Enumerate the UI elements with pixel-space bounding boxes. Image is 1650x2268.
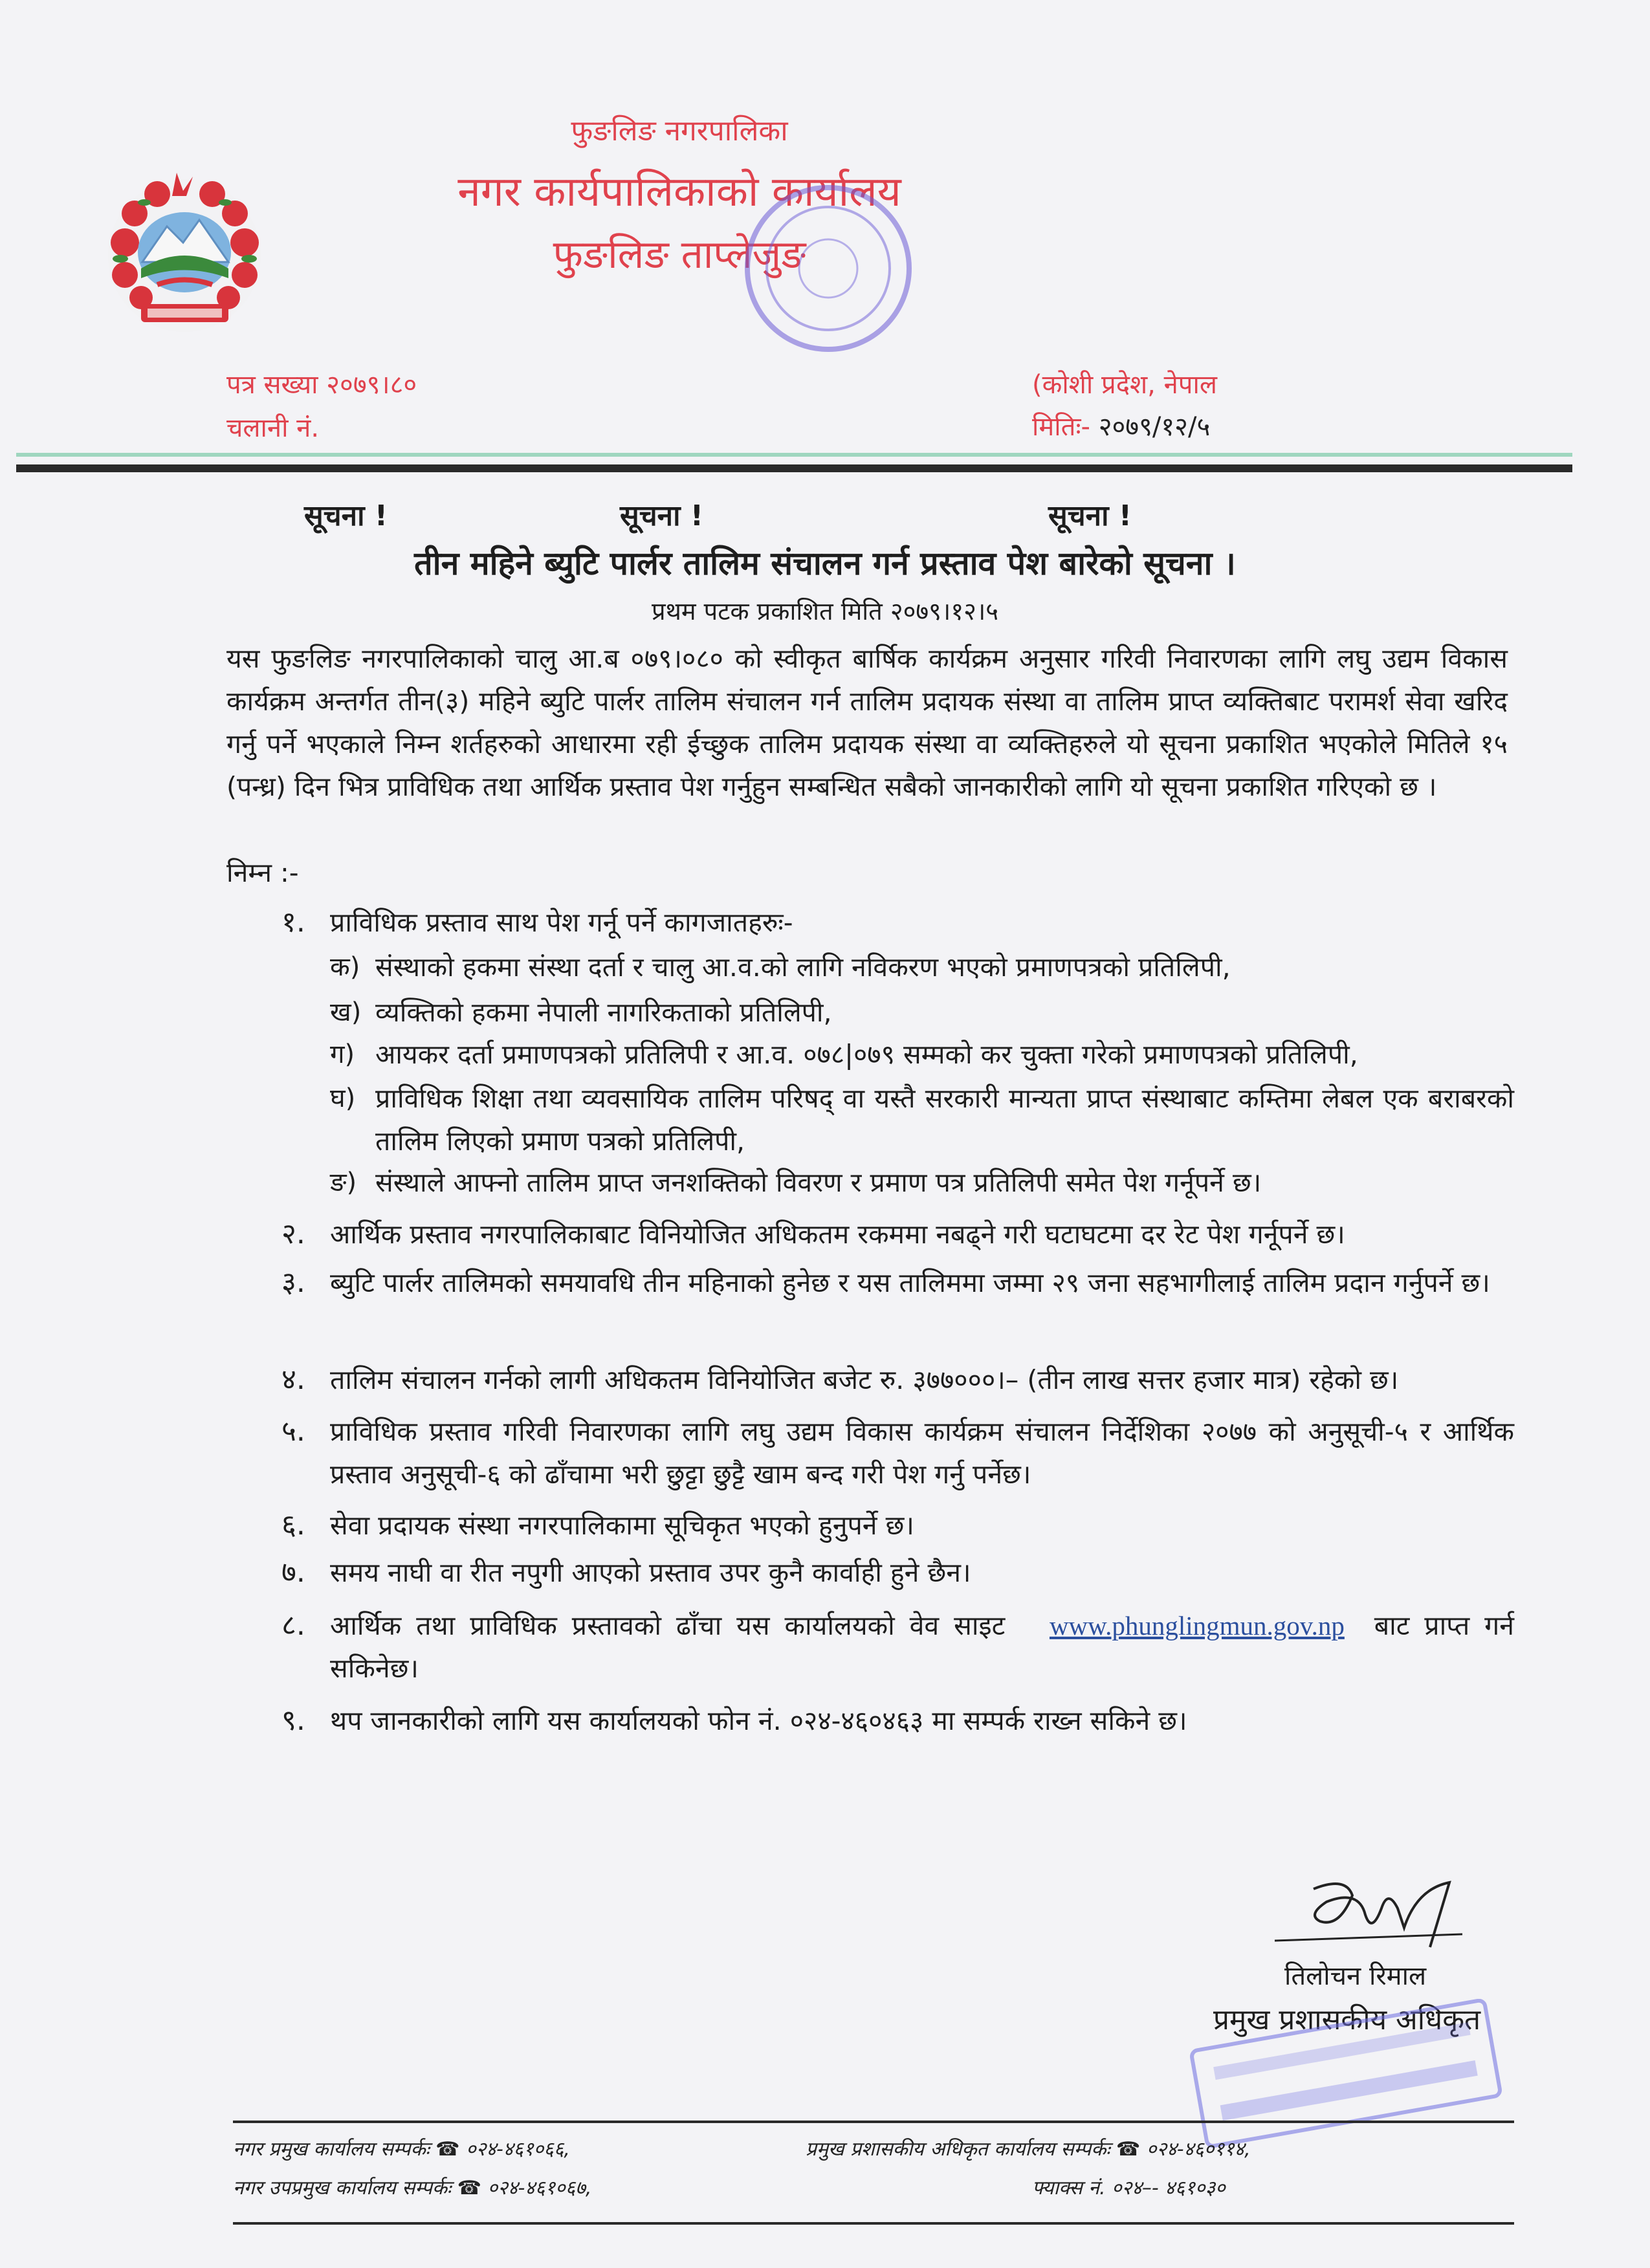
item-9-text: थप जानकारीको लागि यस कार्यालयको फोन नं. ०२४-४६०४६३ मा सम्पर्क राख्न सकिने छ।	[330, 1705, 1187, 1736]
footer-fax: फ्याक्स नं. ०२४–- ४६१०३०	[1032, 2177, 1226, 2199]
header-rule-black	[16, 464, 1572, 472]
notice-word-2: सूचना !	[620, 499, 703, 532]
subitem-ka-mark: क)	[330, 952, 360, 982]
subitem-nga-text: संस्थाले आफ्नो तालिम प्राप्त जनशक्तिको विवरण र प्रमाण पत्र प्रतिलिपी समेत पेश गर्नूपर्ने छ।	[375, 1167, 1262, 1198]
notice-body: यस फुङलिङ नगरपालिकाको चालु आ.ब ०७९।०८० को स्वीकृत बार्षिक कार्यक्रम अनुसार गरिवी निवारणका लागि लघु उद्यम विकास कार्यक्रम अन्तर्गत तीन(३) महिने ब्युटि पार्लर तालिम संचालन गर्न तालिम प्रदायक संस्था वा तालिम प्राप्त व्यक्तिबाट परामर्श सेवा खरिद गर्नु पर्ने भएकाले निम्न शर्तहरुको आधारमा रही ईच्छुक तालिम प्रदायक संस्था वा व्यक्तिहरुले यो सूचना प्रकाशित भएकोले मितिले १५ (पन्ध्र) दिन भित्र प्राविधिक तथा आर्थिक प्रस्ताव पेश गर्नुहुन सम्बन्धित सबैको जानकारीको लागि यो सूचना प्रकाशित गरिएको छ ।	[226, 643, 1508, 802]
subitem-nga-mark: ङ)	[330, 1168, 357, 1197]
office-address: फुङलिङ ताप्लेजुङ	[553, 232, 806, 278]
footer-mayor-phone: ०२४-४६१०६६,	[466, 2138, 570, 2161]
notice-word-1: सूचना !	[304, 499, 388, 532]
item-8-number: ८.	[281, 1609, 305, 1642]
phone-icon: ☎	[1116, 2138, 1141, 2161]
office-stamp-icon	[721, 171, 935, 365]
subitem-gha-mark: घ)	[330, 1084, 356, 1113]
footer-rule-top	[233, 2121, 1514, 2123]
item-5-number: ५.	[281, 1415, 305, 1448]
footer-cao-label: प्रमुख प्रशासकीय अधिकृत कार्यालय सम्पर्कः	[806, 2138, 1110, 2161]
phone-icon: ☎	[457, 2177, 482, 2199]
letter-number: पत्र सख्या २०७९।८०	[226, 370, 417, 400]
item-2-text: आर्थिक प्रस्ताव नगरपालिकाबाट विनियोजित अधिकतम रकममा नबढ्ने गरी घटाघटमा दर रेट पेश गर्नूपर्ने छ।	[330, 1219, 1345, 1250]
footer-cao-contact	[806, 2135, 1251, 2161]
item-6-number: ६.	[281, 1509, 305, 1542]
office-name: नगर कार्यपालिकाको कार्यालय	[457, 168, 901, 216]
phone-icon: ☎	[435, 2138, 460, 2161]
footer-deputy-contact	[233, 2174, 591, 2200]
signatory-title: प्रमुख प्रशासकीय अधिकृत	[1213, 2003, 1481, 2036]
item-5-text: प्राविधिक प्रस्ताव गरिवी निवारणका लागि लघु उद्यम विकास कार्यक्रम संचालन निर्देशिका २०७७ को अनुसूची-५ र आर्थिक प्रस्ताव अनुसूची-६ को ढाँचामा भरी छुट्टा छुट्टै खाम बन्द गरी पेश गर्नु पर्नेछ।	[330, 1416, 1514, 1490]
item-8-text	[330, 1604, 1514, 1690]
footer-rule-bottom	[233, 2222, 1514, 2225]
footer-deputy-label: नगर उपप्रमुख कार्यालय सम्पर्कः	[233, 2177, 452, 2199]
item-3-text: ब्युटि पार्लर तालिमको समयावधि तीन महिनाको हुनेछ र यस तालिममा जम्मा २९ जना सहभागीलाई तालिम प्रदान गर्नुपर्ने छ।	[330, 1267, 1490, 1298]
date-line	[1032, 408, 1210, 443]
item-2-number: २.	[281, 1217, 305, 1250]
item-6-text: सेवा प्रदायक संस्था नगरपालिकामा सूचिकृत भएको हुनुपर्ने छ।	[330, 1510, 914, 1541]
subitem-ga-mark: ग)	[330, 1040, 355, 1069]
footer-mayor-label: नगर प्रमुख कार्यालय सम्पर्कः	[233, 2138, 430, 2161]
date-value: २०७९/१२/५	[1098, 412, 1211, 442]
official-seal-stamp-icon	[1178, 1999, 1514, 2148]
notice-title: तीन महिने ब्युटि पार्लर तालिम संचालन गर्न प्रस्ताव पेश बारेको सूचना ।	[414, 545, 1236, 582]
footer-mayor-contact	[233, 2135, 570, 2161]
subitem-kha-mark: ख)	[330, 998, 362, 1027]
item-9-number: ९.	[281, 1704, 305, 1737]
item-4-text: तालिम संचालन गर्नको लागी अधिकतम विनियोजित बजेट रु. ३७७०००।– (तीन लाख सत्तर हजार मात्र) रहेको छ।	[330, 1364, 1399, 1395]
header-rule-green	[16, 453, 1572, 457]
item-7-number: ७.	[281, 1556, 305, 1589]
municipality-name: फुङलिङ नगरपालिका	[571, 114, 788, 147]
municipality-website-link[interactable]: www.phunglingmun.gov.np	[1049, 1611, 1345, 1641]
notice-word-3: सूचना !	[1048, 499, 1132, 532]
subitem-ga-text: आयकर दर्ता प्रमाणपत्रको प्रतिलिपी र आ.व. ०७८|०७९ सम्मको कर चुक्ता गरेको प्रमाणपत्रको प्रतिलिपी,	[375, 1039, 1358, 1070]
footer-deputy-phone: ०२४-४६१०६७,	[487, 2177, 592, 2199]
conditions-label: निम्न :-	[226, 857, 299, 888]
subitem-ka-text: संस्थाको हकमा संस्था दर्ता र चालु आ.व.को लागि नविकरण भएको प्रमाणपत्रको प्रतिलिपी,	[375, 952, 1231, 983]
item-7-text: समय नाघी वा रीत नपुगी आएको प्रस्ताव उपर कुनै कार्वाही हुने छैन।	[330, 1557, 971, 1588]
subitem-gha-text: प्राविधिक शिक्षा तथा व्यवसायिक तालिम परिषद् वा यस्तै सरकारी मान्यता प्राप्त संस्थाबाट कम्तिमा लेबल एक बराबरको तालिम लिएको प्रमाण पत्रको प्रतिलिपी,	[375, 1083, 1514, 1157]
province-label: (कोशी प्रदेश, नेपाल	[1032, 370, 1217, 400]
date-label: मितिः-	[1032, 412, 1090, 442]
published-date: प्रथम पटक प्रकाशित मिति २०७९।१२।५	[651, 597, 999, 626]
signatory-name: तिलोचन रिमाल	[1284, 1961, 1427, 1991]
item-4-number: ४.	[281, 1363, 305, 1396]
item-8-text-after: बाट प्राप्त गर्न सकिनेछ।	[330, 1610, 1514, 1684]
footer-cao-phone: ०२४-४६०११४,	[1146, 2138, 1251, 2161]
item-1-number: १.	[281, 906, 305, 939]
item-8-text-before: आर्थिक तथा प्राविधिक प्रस्तावको ढाँचा यस कार्यालयको वेव साइट	[330, 1610, 1006, 1641]
dispatch-number: चलानी नं.	[226, 413, 320, 443]
item-3-number: ३.	[281, 1266, 305, 1299]
signature-icon	[1268, 1870, 1475, 1954]
item-1-text: प्राविधिक प्रस्ताव साथ पेश गर्नू पर्ने कागजातहरुः-	[330, 907, 793, 938]
subitem-kha-text: व्यक्तिको हकमा नेपाली नागरिकताको प्रतिलिपी,	[375, 997, 832, 1028]
